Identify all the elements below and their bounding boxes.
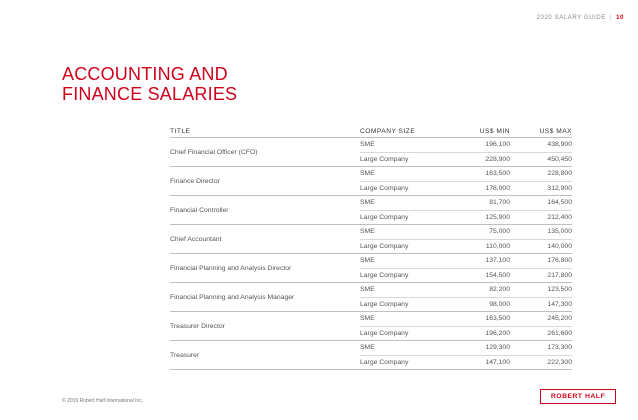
salary-max: 173,300: [547, 344, 572, 352]
salary-min: 125,900: [485, 213, 510, 221]
robert-half-logo: ROBERT HALF: [540, 389, 616, 404]
page-title-line2: FINANCE SALARIES: [62, 84, 238, 104]
job-title: Financial Planning and Analysis Director: [170, 264, 292, 272]
job-title: Treasurer: [170, 351, 200, 359]
table-group: [170, 196, 572, 225]
page-number: 10: [616, 15, 624, 21]
table-row: [360, 341, 572, 355]
salary-min: 110,000: [485, 242, 510, 250]
column-header-company-size: COMPANY SIZE: [360, 127, 416, 135]
copyright: © 2019 Robert Half International Inc.: [62, 398, 144, 404]
salary-min: 75,000: [489, 228, 510, 236]
salary-min: 129,300: [485, 344, 510, 352]
table-row: [360, 181, 572, 196]
page-header: [537, 15, 624, 21]
table-row: [360, 196, 572, 210]
company-size: SME: [360, 141, 375, 149]
job-title: Treasurer Director: [170, 322, 225, 330]
table-row: [360, 326, 572, 341]
table-row: [360, 167, 572, 181]
job-title: Financial Planning and Analysis Manager: [170, 293, 295, 301]
salary-max: 222,300: [547, 358, 572, 366]
column-header-max: US$ MAX: [539, 127, 572, 135]
salary-min: 163,500: [485, 170, 510, 178]
company-size: Large Company: [360, 242, 409, 250]
job-title: Finance Director: [170, 177, 220, 185]
table-row: [360, 210, 572, 225]
salary-min: 228,900: [485, 155, 510, 163]
table-row: [360, 239, 572, 254]
salary-max: 312,900: [547, 184, 572, 192]
salary-min: 178,000: [485, 184, 510, 192]
salary-max: 123,500: [547, 286, 572, 294]
table-header: [170, 125, 572, 138]
company-size: Large Company: [360, 329, 409, 337]
table-row: [360, 138, 572, 152]
company-size: Large Company: [360, 213, 409, 221]
salary-min: 196,100: [485, 141, 510, 149]
guide-label: 2020 SALARY GUIDE: [536, 15, 606, 21]
salary-min: 98,000: [489, 300, 510, 308]
job-title: Financial Controller: [170, 206, 229, 214]
salary-max: 245,200: [547, 315, 572, 323]
page-title-line1: ACCOUNTING AND: [62, 64, 228, 84]
salary-max: 164,500: [547, 199, 572, 207]
salary-min: 196,200: [485, 329, 510, 337]
salary-min: 82,200: [489, 286, 510, 294]
table-row: [360, 283, 572, 297]
company-size: Large Company: [360, 271, 409, 279]
salary-min: 147,100: [485, 358, 510, 366]
table-group: [170, 283, 572, 312]
salary-max: 450,450: [547, 155, 572, 163]
job-title: Chief Financial Officer (CFO): [170, 148, 258, 156]
table-group: [170, 138, 572, 167]
table-row: [360, 254, 572, 268]
company-size: Large Company: [360, 184, 409, 192]
company-size: SME: [360, 257, 375, 265]
company-size: SME: [360, 170, 375, 178]
company-size: Large Company: [360, 300, 409, 308]
company-size: Large Company: [360, 155, 409, 163]
table-group: [170, 341, 572, 370]
table-group: [170, 167, 572, 196]
salary-max: 438,900: [547, 141, 572, 149]
table-row: [360, 312, 572, 326]
company-size: SME: [360, 315, 375, 323]
salary-min: 137,100: [485, 257, 510, 265]
salary-min: 154,500: [485, 271, 510, 279]
company-size: SME: [360, 228, 375, 236]
table-body: [170, 138, 572, 370]
salary-max: 176,800: [547, 257, 572, 265]
salary-max: 140,000: [547, 242, 572, 250]
salary-max: 228,800: [547, 170, 572, 178]
table-group: [170, 254, 572, 283]
job-title: Chief Accountant: [170, 235, 222, 243]
column-header-title: TITLE: [170, 127, 191, 135]
company-size: Large Company: [360, 358, 409, 366]
page-title: [62, 64, 237, 104]
salary-max: 135,000: [547, 228, 572, 236]
salary-min: 81,700: [489, 199, 510, 207]
table-group: [170, 312, 572, 341]
table-row: [360, 152, 572, 167]
company-size: SME: [360, 344, 375, 352]
header-separator: |: [609, 15, 613, 21]
salary-max: 261,600: [547, 329, 572, 337]
column-header-min: US$ MIN: [479, 127, 510, 135]
salary-table: [170, 125, 572, 370]
company-size: SME: [360, 199, 375, 207]
salary-max: 212,400: [547, 213, 572, 221]
salary-max: 217,800: [547, 271, 572, 279]
table-row: [360, 297, 572, 312]
table-row: [360, 225, 572, 239]
salary-max: 147,300: [547, 300, 572, 308]
salary-min: 163,500: [485, 315, 510, 323]
table-row: [360, 268, 572, 283]
company-size: SME: [360, 286, 375, 294]
table-group: [170, 225, 572, 254]
table-row: [360, 355, 572, 370]
